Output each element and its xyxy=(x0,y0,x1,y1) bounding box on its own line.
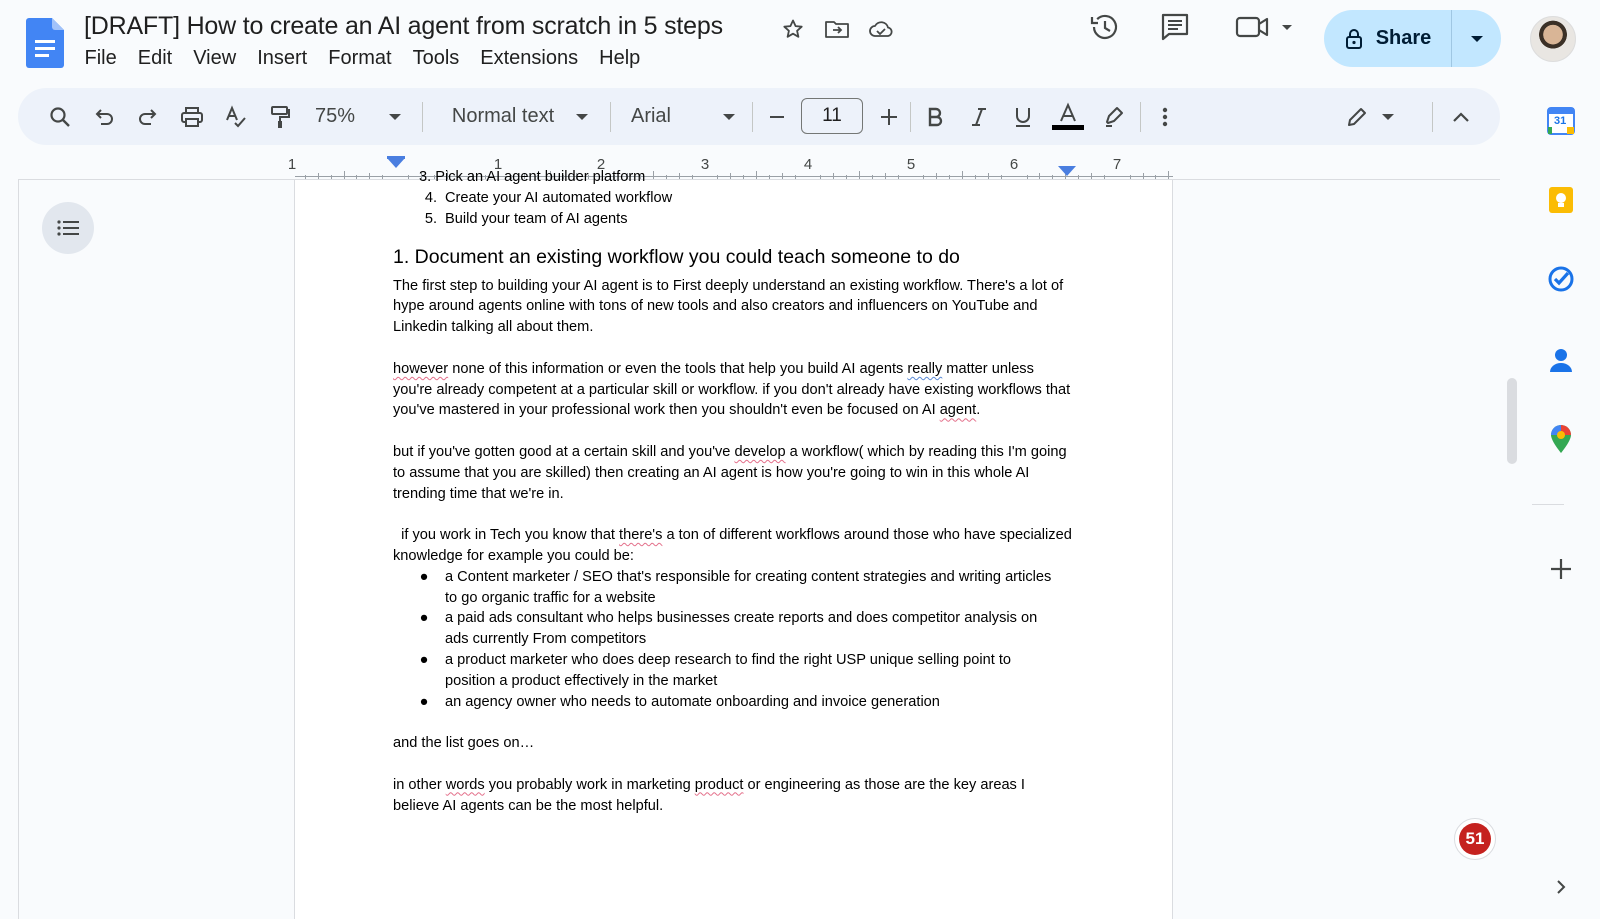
bullet-item: ● a paid ads consultant who helps businesses create reports and does competitor analysis on ads currently From competitors xyxy=(419,610,1038,648)
ruler-label: 1 xyxy=(287,156,297,173)
toolbar xyxy=(18,88,1500,145)
share-button[interactable] xyxy=(1324,10,1452,67)
list-item: 5. Build your team of AI agents xyxy=(424,210,628,227)
chevron-down-icon xyxy=(723,113,735,121)
version-history-icon[interactable] xyxy=(1088,10,1122,49)
right-indent-marker[interactable] xyxy=(1058,166,1076,176)
toolbar-divider xyxy=(1432,102,1433,132)
ruler-label: 3 xyxy=(700,156,710,173)
menu-extensions[interactable]: Extensions xyxy=(480,47,579,69)
menu-bar xyxy=(74,47,651,70)
menu-insert[interactable]: Insert xyxy=(257,47,308,69)
toolbar-divider xyxy=(752,102,753,132)
add-addon-icon[interactable] xyxy=(1546,554,1576,584)
share-button-group xyxy=(1324,10,1501,67)
outline-list-icon xyxy=(57,220,79,236)
ruler-label: 6 xyxy=(1009,156,1019,173)
italic-icon[interactable] xyxy=(962,88,996,145)
paragraph: in other words you probably work in marketing product or engineering as those are the key areas I believe AI agents can be the most helpful. xyxy=(393,776,1025,814)
menu-view[interactable]: View xyxy=(193,47,237,69)
scrollbar-thumb[interactable] xyxy=(1507,378,1517,464)
cloud-status-icon[interactable] xyxy=(866,14,896,44)
calendar-icon[interactable] xyxy=(1546,106,1576,136)
zoom-select[interactable] xyxy=(302,88,414,145)
side-panel xyxy=(1533,0,1600,919)
collapse-menus-icon[interactable] xyxy=(1444,88,1478,145)
first-line-indent-marker[interactable] xyxy=(387,156,405,159)
ruler-tick xyxy=(1168,171,1169,179)
editing-mode-select[interactable] xyxy=(1340,88,1400,145)
notification-badge[interactable] xyxy=(1454,818,1496,860)
expand-side-panel-icon[interactable] xyxy=(1546,872,1576,902)
spelling-error[interactable]: there's xyxy=(619,527,663,544)
spelling-error[interactable]: product xyxy=(694,776,744,793)
paragraph-style-value: Normal text xyxy=(451,105,555,127)
more-options-icon[interactable] xyxy=(1150,88,1180,145)
search-menus-icon[interactable] xyxy=(42,88,78,145)
zoom-value: 75% xyxy=(314,105,356,127)
increase-font-size-icon[interactable] xyxy=(874,88,904,145)
toolbar-divider xyxy=(910,102,911,132)
paint-format-icon[interactable] xyxy=(262,88,298,145)
font-family-select[interactable] xyxy=(618,88,748,145)
menu-file[interactable]: File xyxy=(84,47,117,69)
ruler-label: 2 xyxy=(596,156,606,173)
underline-icon[interactable] xyxy=(1006,88,1040,145)
menu-help[interactable]: Help xyxy=(599,47,641,69)
document-page[interactable] xyxy=(294,169,1173,919)
paragraph: if you work in Tech you know that there's a ton of different workflows around those who have specialized knowledge for example you could be: xyxy=(393,527,1076,564)
font-family-value: Arial xyxy=(630,105,671,127)
grammar-suggestion[interactable]: really xyxy=(907,360,943,377)
title-actions xyxy=(778,14,896,44)
ruler-label: 5 xyxy=(906,156,916,173)
font-size-input[interactable]: 11 xyxy=(801,98,863,134)
ruler-tick xyxy=(344,171,345,179)
ruler-tick xyxy=(859,171,860,179)
meet-icon[interactable] xyxy=(1234,10,1296,49)
ruler-label: 1 xyxy=(493,156,503,173)
paragraph: and the list goes on… xyxy=(393,735,535,752)
notification-count: 51 xyxy=(1459,823,1491,855)
left-indent-marker[interactable] xyxy=(387,158,405,168)
calendar-day: 31 xyxy=(1554,115,1567,127)
undo-icon[interactable] xyxy=(86,88,122,145)
spelling-error[interactable]: however xyxy=(393,360,449,377)
ruler-tick xyxy=(756,171,757,179)
paragraph: however none of this information or even the tools that help you build AI agents really matter unless you're already competent at a particular skill or workflow. if you don't already have existing workflows that you've mastered in your professional work then you shouldn't even be focused on AI agent. xyxy=(393,360,1071,419)
paragraph: The first step to building your AI agent is to First deeply understand an existing workflow. There's a lot of hype around agents online with tons of new tools and also creators and influencers on YouTube and Linkedin talking all about them. xyxy=(393,277,1064,336)
toolbar-divider xyxy=(610,102,611,132)
bold-icon[interactable] xyxy=(918,88,952,145)
paragraph-style-select[interactable] xyxy=(432,88,608,145)
document-outline-button[interactable] xyxy=(42,202,94,254)
redo-icon[interactable] xyxy=(130,88,166,145)
tasks-icon[interactable] xyxy=(1546,264,1576,294)
toolbar-divider xyxy=(1140,102,1141,132)
chevron-down-icon xyxy=(1382,113,1394,121)
bullet-item: ● an agency owner who needs to automate onboarding and invoice generation xyxy=(419,693,940,710)
spelling-error[interactable]: develop xyxy=(734,443,786,460)
spelling-error[interactable]: agent xyxy=(939,402,977,419)
header xyxy=(0,0,1600,84)
ruler-label: 4 xyxy=(803,156,813,173)
lock-icon xyxy=(1344,28,1364,50)
move-folder-icon[interactable] xyxy=(822,14,852,44)
document-title[interactable]: [DRAFT] How to create an AI agent from scratch in 5 steps xyxy=(84,12,723,40)
paragraph: but if you've gotten good at a certain skill and you've develop a workflow( which by reading this I'm going to assume that you are skilled) then creating an AI agent is how you're going to win in this whole AI trending time that we're in. xyxy=(393,443,1067,502)
docs-logo-icon[interactable] xyxy=(26,18,64,68)
menu-tools[interactable]: Tools xyxy=(412,47,460,69)
print-icon[interactable] xyxy=(174,88,210,145)
list-item: 4. Create your AI automated workflow xyxy=(424,190,673,206)
section-heading: 1. Document an existing workflow you could teach someone to do xyxy=(393,245,960,268)
document-body[interactable] xyxy=(393,169,1076,837)
star-icon[interactable] xyxy=(778,14,808,44)
menu-format[interactable]: Format xyxy=(328,47,392,69)
contacts-icon[interactable] xyxy=(1546,345,1576,375)
pencil-icon xyxy=(1346,106,1368,128)
maps-icon[interactable] xyxy=(1546,424,1576,454)
comments-icon[interactable] xyxy=(1158,10,1192,49)
decrease-font-size-icon[interactable] xyxy=(762,88,792,145)
ruler-tick xyxy=(653,171,654,179)
chevron-down-icon xyxy=(576,113,588,121)
ruler-tick xyxy=(962,171,963,179)
clipped-list-item: 3. Pick an AI agent builder platform xyxy=(419,169,646,185)
spelling-error[interactable]: words xyxy=(445,776,485,793)
share-dropdown-icon[interactable] xyxy=(1452,34,1501,44)
menu-edit[interactable]: Edit xyxy=(137,47,173,69)
ruler-label: 7 xyxy=(1112,156,1122,173)
text-color-icon[interactable] xyxy=(1050,88,1086,145)
highlight-color-icon[interactable] xyxy=(1096,88,1132,145)
share-label: Share xyxy=(1375,27,1432,49)
keep-icon[interactable] xyxy=(1546,185,1576,215)
toolbar-divider xyxy=(422,102,423,132)
side-panel-divider xyxy=(1532,504,1564,505)
bullet-item: ● a Content marketer / SEO that's responsible for creating content strategies and writing articles to go organic traffic for a website xyxy=(419,568,1052,606)
spellcheck-icon[interactable] xyxy=(218,88,254,145)
bullet-item: ● a product marketer who does deep research to find the right USP unique selling point to position a product effectively in the market xyxy=(419,651,1011,689)
chevron-down-icon xyxy=(389,113,401,121)
